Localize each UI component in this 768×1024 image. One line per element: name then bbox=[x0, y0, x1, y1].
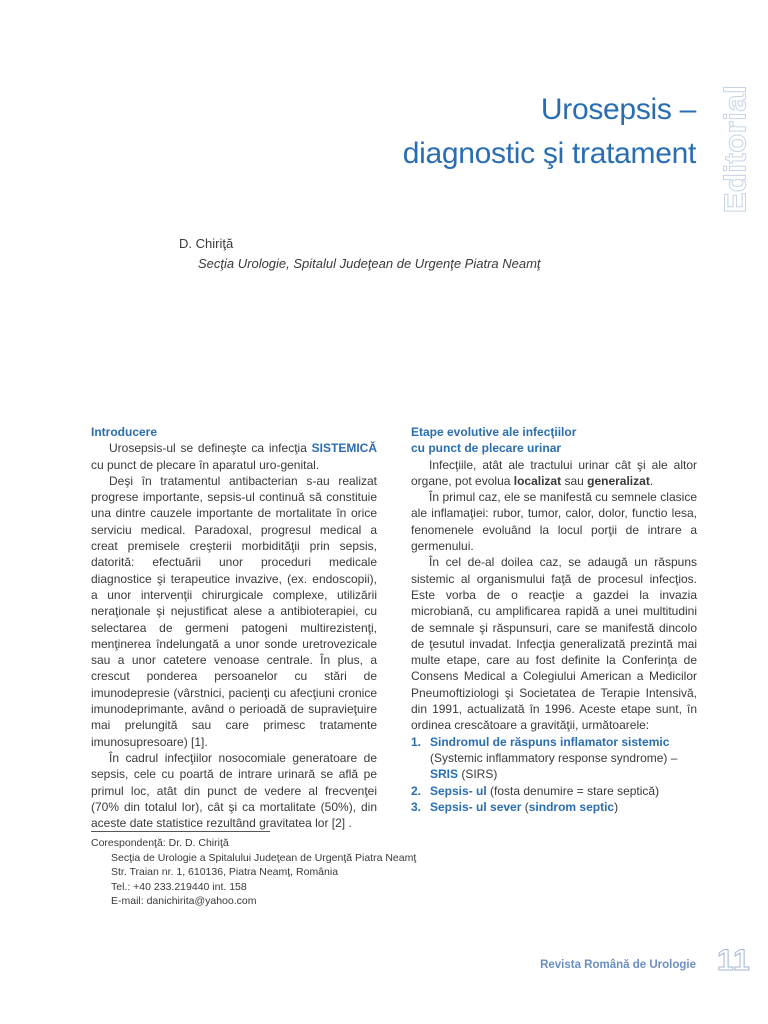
list-item-title: sindrom septic bbox=[528, 799, 615, 814]
section-tab bbox=[718, 74, 752, 224]
list-number: 1. bbox=[411, 734, 422, 749]
correspondence-line: Corespondenţă: Dr. D. Chiriţă bbox=[91, 837, 229, 849]
author-affiliation: Secţia Urologie, Spitalul Judeţean de Urgenţe Piatra Neamţ bbox=[198, 256, 541, 271]
text-run: sau bbox=[561, 473, 588, 488]
bold-text: generalizat bbox=[587, 473, 650, 488]
page-number: 11 bbox=[717, 944, 751, 977]
journal-name: Revista Română de Urologie bbox=[540, 959, 696, 971]
text-run: Urosepsis-ul se defineşte ca infecţia bbox=[109, 441, 312, 456]
left-column bbox=[91, 424, 377, 831]
paragraph: În cel de-al doilea caz, se adaugă un răspuns sistemic al organismului faţă de procesul infecţios. Este vorba de o reacţie a gazdei la invazia microbiană, cu amplificarea rapidă a unei multitudini de semnale şi răspunsuri, care se manifestă dincolo de ţesutul invadat. Infecţia generalizată prezintă mai multe etape, care au fost definite la Conferinţa de Consens Medical a Colegiului American a Medicilor Pneumoftiziologi şi Societatea de Terapie Intensivă, din 1991, actualizată în 1996. Aceste etape sunt, în ordinea crescătoare a gravităţii, următoarele: bbox=[411, 555, 697, 733]
list-item bbox=[411, 734, 697, 783]
correspondence-email: E-mail: danichirita@yahoo.com bbox=[111, 895, 257, 907]
list-number: 2. bbox=[411, 783, 422, 798]
paragraph: Deşi în tratamentul antibacterian s-au realizat progrese importante, sepsis-ul continuă să constituie una dintre cauzele importante de mortalitate în orice serviciu medical. Paradoxal, progresul medical a creat premisele creşterii morbidităţii prin sepsis, datorită: efectuării unor proceduri medicale diagnostice şi terapeutice invazive, (ex. endoscopii), a unor intervenţii chirurgicale complexe, utilizării neraţionale şi nejustificat alese a antibioterapiei, cu selectarea de germeni patogeni multirezistenţi, menţinerea îndelungată a unor sonde uretrovezicale sau a unor catetere venoase centrale. În plus, a crescut ponderea persoanelor cu stări de imunodepresie (vârstnici, pacienţi cu afecţiuni cronice imunodeprimante, având o perioadă de supravieţuire mai prelungită sau care primesc tratamente imunosupresoare) [1]. bbox=[91, 473, 377, 749]
text-run: Infecţiile, atât ale tractului urinar cât şi ale altor organe, pot evolua bbox=[411, 457, 697, 488]
list-item-acronym: SRIS bbox=[430, 767, 459, 782]
correspondence-line: Tel.: +40 233.219440 int. 158 bbox=[111, 880, 247, 893]
bold-text: localizat bbox=[513, 473, 562, 488]
section-tab-label: Editorial bbox=[717, 84, 753, 214]
text-run: (SIRS) bbox=[458, 767, 498, 782]
section-heading-etape bbox=[411, 424, 697, 457]
list-number: 3. bbox=[411, 799, 422, 814]
list-item-title: Sepsis- ul bbox=[430, 783, 487, 798]
stage-list bbox=[411, 734, 697, 815]
footnote-divider bbox=[91, 831, 270, 832]
paragraph: În primul caz, ele se manifestă cu semnele clasice ale inflamaţiei: rubor, tumor, calor, dolor, functio lesa, fenomenele evoluând la locul porţii de intrare a germenului. bbox=[411, 490, 697, 554]
text-run: (Systemic inflammatory response syndrome) – bbox=[430, 750, 678, 765]
section-heading-introducere: Introducere bbox=[91, 425, 158, 439]
text-run: ( bbox=[521, 799, 529, 814]
text-run: ) bbox=[614, 799, 619, 814]
title-line-2: diagnostic şi tratament bbox=[402, 137, 696, 170]
right-column bbox=[411, 424, 697, 815]
paragraph bbox=[91, 440, 377, 473]
correspondence-block bbox=[91, 836, 416, 909]
heading-line: Etape evolutive ale infecţiilor bbox=[411, 425, 577, 439]
heading-line: cu punct de plecare urinar bbox=[411, 441, 562, 456]
correspondence-line: Str. Traian nr. 1, 610136, Piatra Neamţ, România bbox=[111, 866, 339, 878]
article-title bbox=[403, 88, 696, 176]
list-item-title: Sindromul de răspuns inflamator sistemic bbox=[430, 734, 670, 749]
title-line-1: Urosepsis – bbox=[540, 93, 696, 126]
paragraph: În cadrul infecţiilor nosocomiale generatoare de sepsis, cele cu poartă de intrare urinară se află pe primul loc, atât din punct de vedere al frecvenţei (70% din totalul lor), cât şi ca mortalitate (50%), din aceste date statistice rezultând gravitatea lor [2] . bbox=[91, 750, 377, 831]
text-run: (fosta denumire = stare septică) bbox=[486, 783, 660, 798]
list-item bbox=[411, 783, 697, 799]
paragraph bbox=[411, 457, 697, 490]
emphasis-text: SISTEMICĂ bbox=[311, 441, 377, 456]
correspondence-line: Secţia de Urologie a Spitalului Judeţean de Urgenţă Piatra Neamţ bbox=[111, 851, 417, 864]
text-run: cu punct de plecare în aparatul uro-genital. bbox=[91, 457, 320, 472]
author-name: D. Chiriţă bbox=[179, 236, 234, 251]
text-run: . bbox=[649, 473, 654, 488]
list-item bbox=[411, 799, 697, 815]
list-item-title: Sepsis- ul sever bbox=[430, 799, 522, 814]
